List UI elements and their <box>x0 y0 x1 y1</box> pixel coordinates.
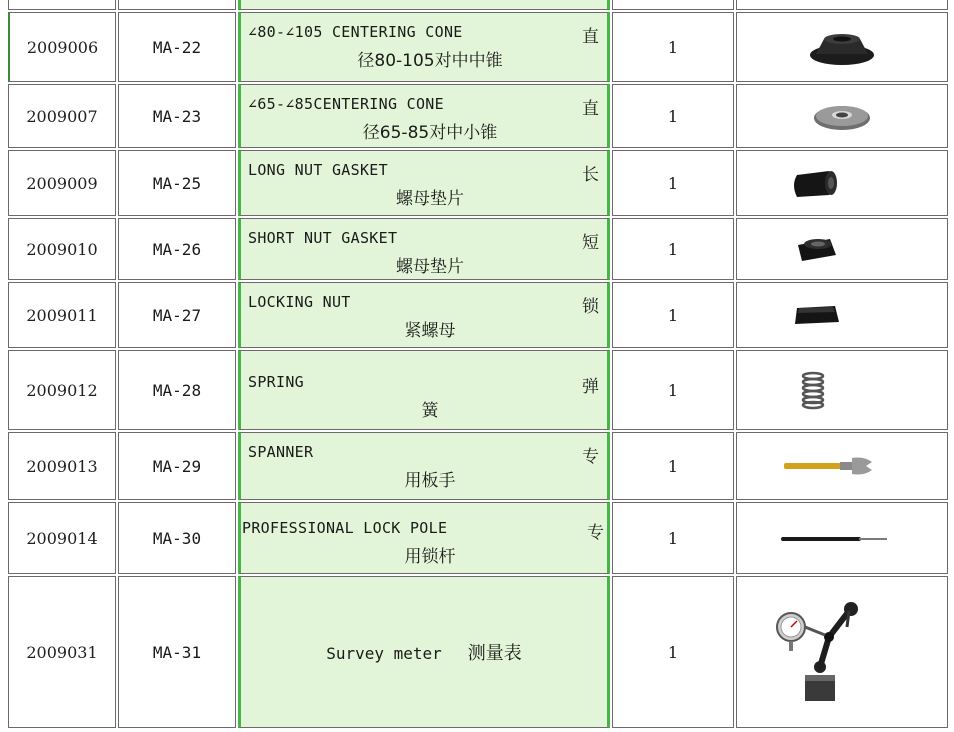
table-row <box>8 218 948 280</box>
part-image-cell <box>736 576 948 728</box>
description-chinese: 径65-85对中小锥 <box>362 123 498 143</box>
part-model: MA-25 <box>118 150 236 216</box>
part-description <box>238 350 610 430</box>
spring-image <box>798 370 828 410</box>
part-code: 2009014 <box>8 502 116 574</box>
part-model: MA-28 <box>118 350 236 430</box>
description-chinese-prefix: 长 <box>582 165 599 185</box>
description-chinese: 螺母垫片 <box>396 257 464 277</box>
part-code: 2009011 <box>8 282 116 348</box>
description-english: Survey meter <box>326 644 442 663</box>
part-image-cell <box>736 350 948 430</box>
part-code: 2009031 <box>8 576 116 728</box>
part-code: 2009013 <box>8 432 116 500</box>
description-chinese: 用锁杆 <box>404 547 456 567</box>
table-cell <box>8 0 116 10</box>
part-quantity: 1 <box>612 218 734 280</box>
description-english: ∠80-∠105 CENTERING CONE <box>248 23 463 41</box>
part-description <box>238 282 610 348</box>
part-quantity: 1 <box>612 84 734 148</box>
description-english: SHORT NUT GASKET <box>248 229 398 247</box>
part-quantity: 1 <box>612 502 734 574</box>
part-code: 2009010 <box>8 218 116 280</box>
part-code: 2009006 <box>8 12 116 82</box>
table-row <box>8 12 948 82</box>
part-model: MA-26 <box>118 218 236 280</box>
part-image-cell <box>736 282 948 348</box>
part-quantity: 1 <box>612 150 734 216</box>
description-chinese: 簧 <box>421 401 439 421</box>
table-row <box>8 432 948 500</box>
description-chinese-prefix: 短 <box>582 233 599 253</box>
part-model: MA-23 <box>118 84 236 148</box>
long-nut-gasket-image <box>787 165 847 201</box>
description-chinese: 测量表 <box>467 643 522 664</box>
description-chinese-prefix: 锁 <box>582 297 599 317</box>
table-row <box>8 502 948 574</box>
table-cell <box>612 0 734 10</box>
part-description <box>238 218 610 280</box>
part-image-cell <box>736 502 948 574</box>
part-quantity: 1 <box>612 576 734 728</box>
table-row-partial <box>8 0 948 10</box>
description-english: LONG NUT GASKET <box>248 161 388 179</box>
description-chinese-prefix: 直 <box>582 99 599 119</box>
part-model: MA-27 <box>118 282 236 348</box>
part-description <box>238 84 610 148</box>
part-code: 2009009 <box>8 150 116 216</box>
part-image-cell <box>736 12 948 82</box>
part-description <box>238 432 610 500</box>
part-model: MA-29 <box>118 432 236 500</box>
table-cell <box>736 0 948 10</box>
part-code: 2009007 <box>8 84 116 148</box>
part-quantity: 1 <box>612 350 734 430</box>
description-chinese: 紧螺母 <box>404 321 456 341</box>
description-chinese-prefix: 专 <box>587 523 604 543</box>
description-english: SPANNER <box>248 443 314 461</box>
description-chinese: 径80-105对中中锥 <box>357 51 503 71</box>
part-code: 2009012 <box>8 350 116 430</box>
spanner-image <box>780 454 880 478</box>
description-chinese-prefix: 直 <box>582 27 599 47</box>
table-row <box>8 282 948 348</box>
part-quantity: 1 <box>612 432 734 500</box>
part-description <box>238 502 610 574</box>
table-row <box>8 350 948 430</box>
short-nut-gasket-image <box>792 233 842 265</box>
part-model: MA-31 <box>118 576 236 728</box>
description-chinese-prefix: 弹 <box>582 377 599 397</box>
description-chinese: 用板手 <box>404 471 456 491</box>
parts-table <box>6 0 950 730</box>
description-single <box>241 639 607 665</box>
small-centering-cone-image <box>807 98 877 134</box>
description-english: PROFESSIONAL LOCK POLE <box>242 519 448 537</box>
part-model: MA-30 <box>118 502 236 574</box>
locking-nut-image <box>789 300 845 330</box>
table-row <box>8 84 948 148</box>
description-english: LOCKING NUT <box>248 293 351 311</box>
part-quantity: 1 <box>612 282 734 348</box>
lock-pole-image <box>779 534 889 544</box>
part-image-cell <box>736 150 948 216</box>
table-row <box>8 576 948 728</box>
description-english: ∠65-∠85CENTERING CONE <box>248 95 444 113</box>
description-english: SPRING <box>248 373 304 391</box>
part-description <box>238 12 610 82</box>
description-chinese: 螺母垫片 <box>396 189 464 209</box>
table-cell <box>238 0 610 10</box>
part-description <box>238 150 610 216</box>
part-image-cell <box>736 218 948 280</box>
part-quantity: 1 <box>612 12 734 82</box>
table-row <box>8 150 948 216</box>
part-model: MA-22 <box>118 12 236 82</box>
part-description <box>238 576 610 728</box>
part-image-cell <box>736 432 948 500</box>
table-cell <box>118 0 236 10</box>
dial-indicator-magnetic-stand-image <box>769 597 879 707</box>
part-image-cell <box>736 84 948 148</box>
description-chinese-prefix: 专 <box>582 447 599 467</box>
large-centering-cone-image <box>802 27 882 67</box>
